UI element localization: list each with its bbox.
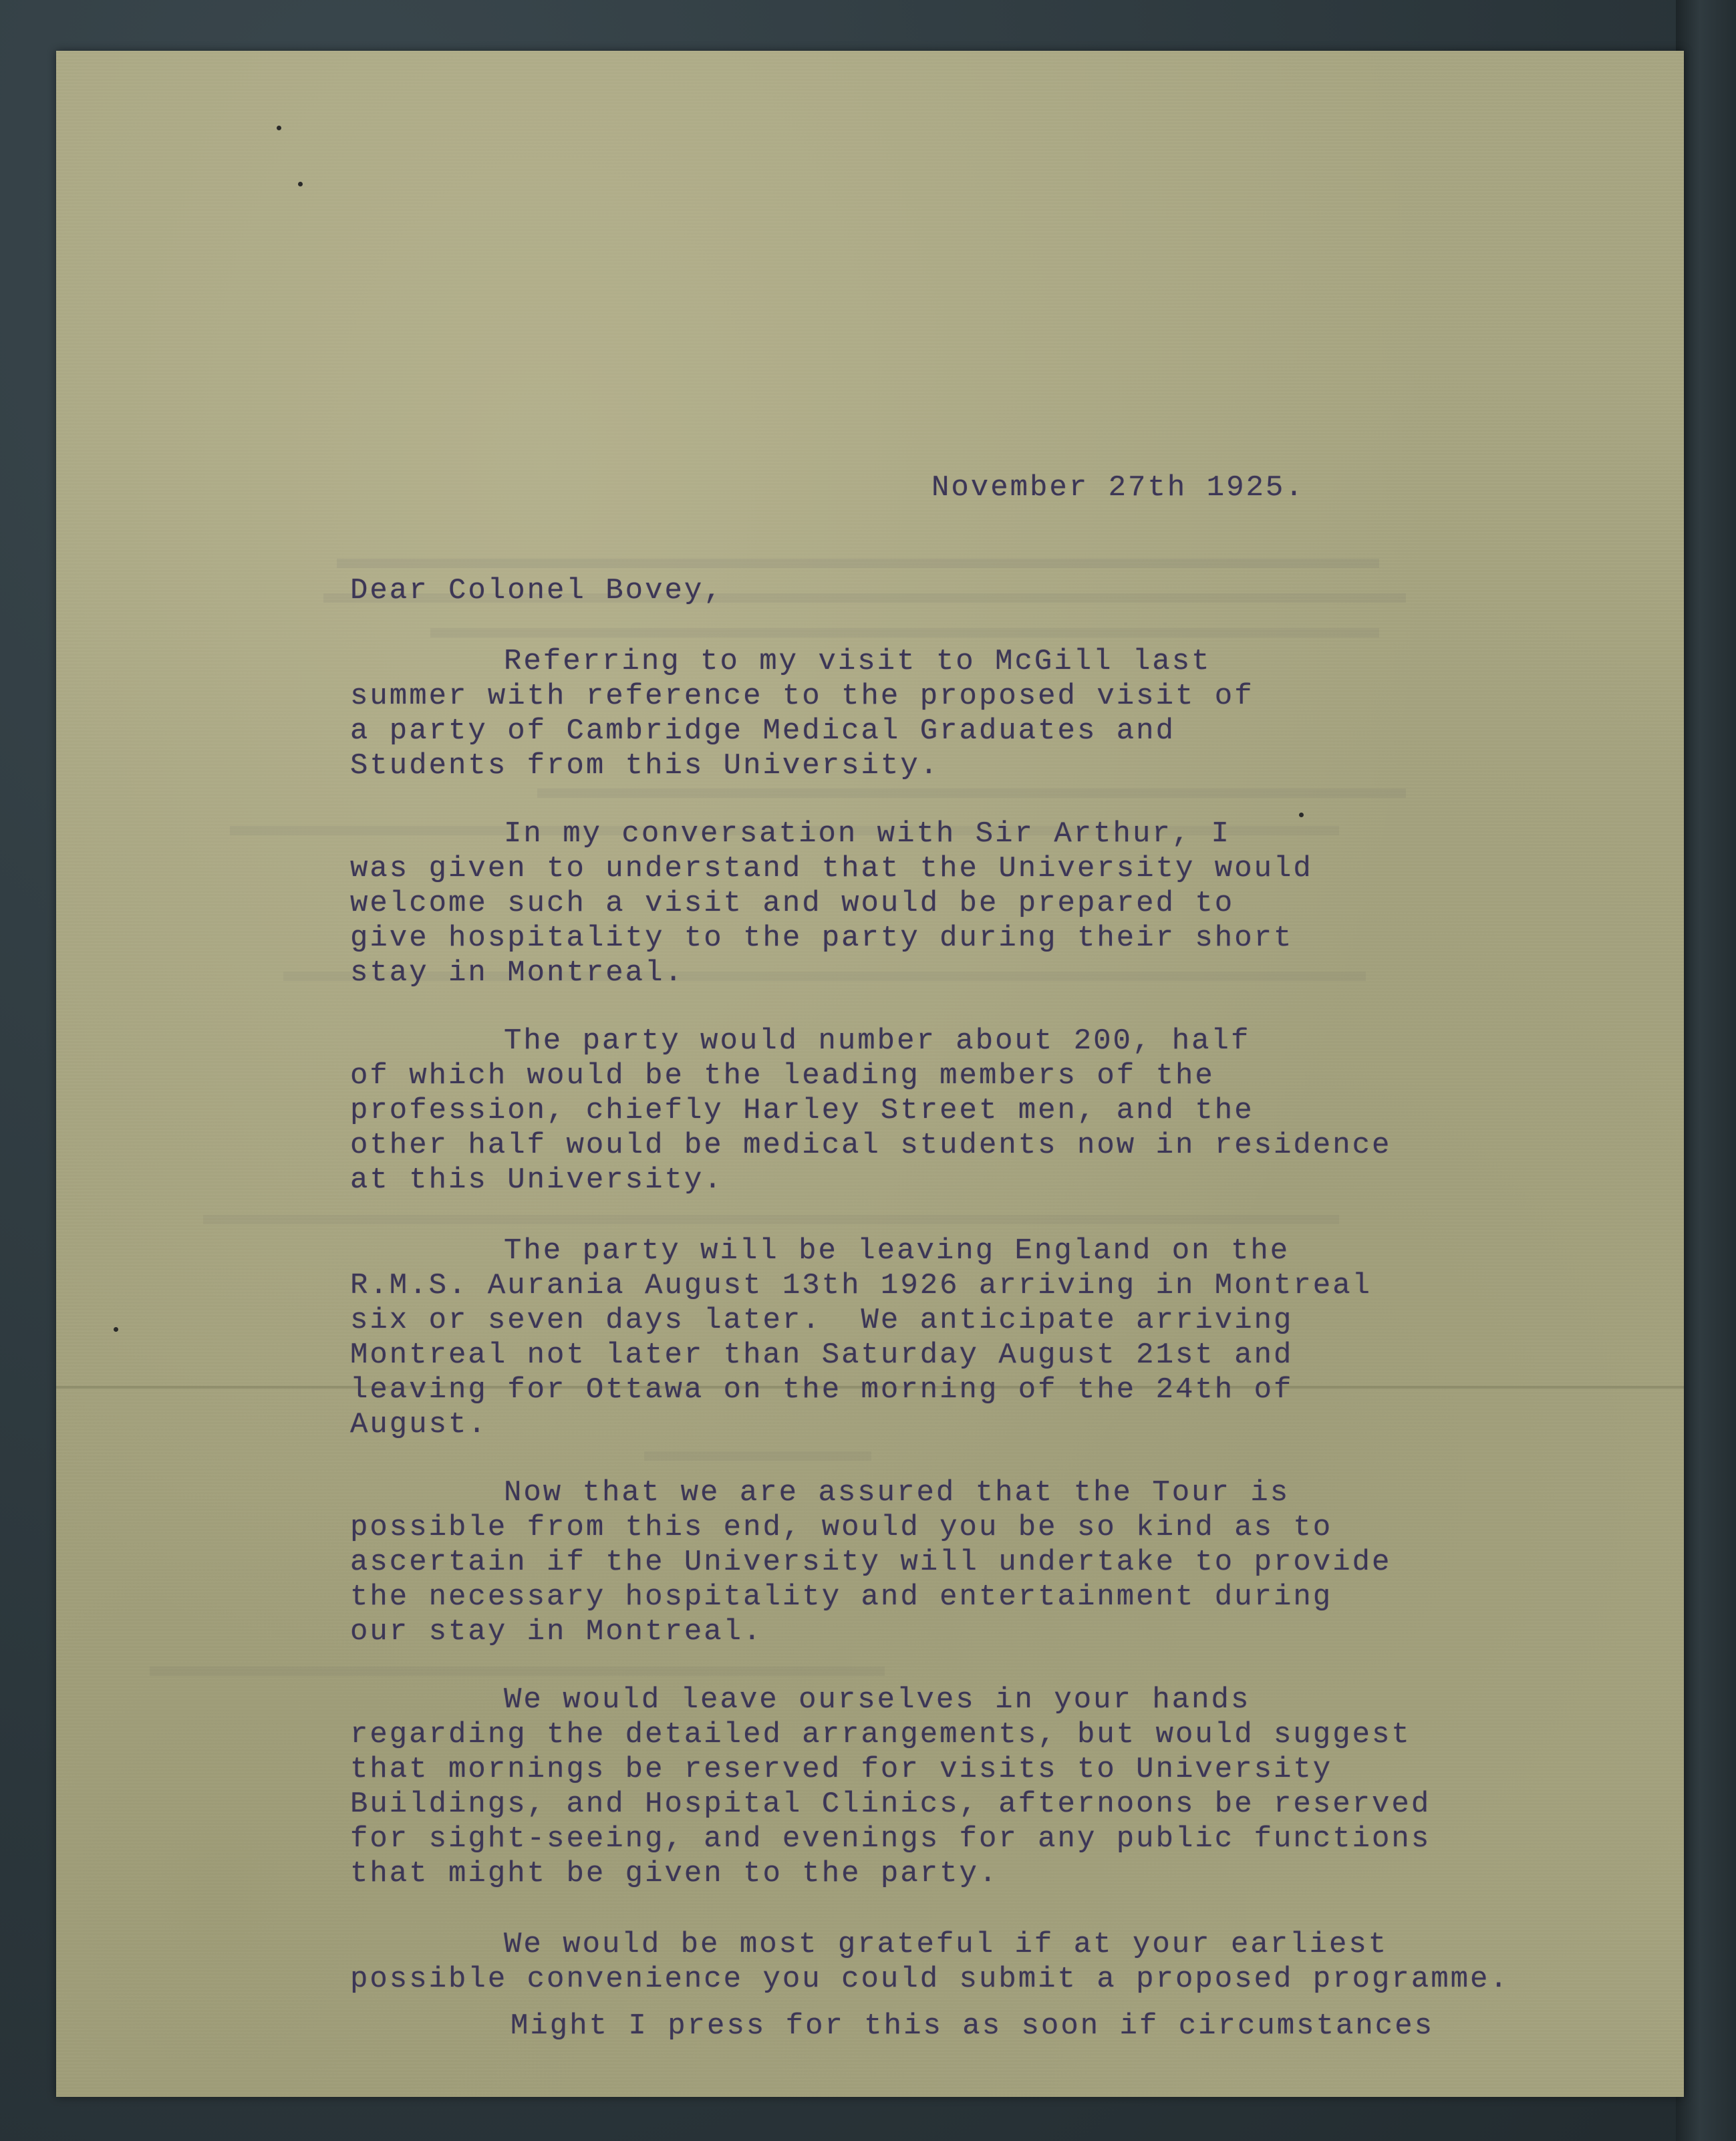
- scan-edge-shadow: [1676, 0, 1736, 2141]
- paragraph-line: give hospitality to the party during their short: [350, 921, 1294, 955]
- paragraph-line: possible convenience you could submit a proposed programme.: [350, 1963, 1509, 1996]
- paragraph-line: R.M.S. Aurania August 13th 1926 arriving in Montreal: [350, 1269, 1372, 1302]
- paragraph-line: the necessary hospitality and entertainment during: [350, 1580, 1333, 1614]
- paragraph-line: We would leave ourselves in your hands: [504, 1683, 1251, 1717]
- letter-salutation: Dear Colonel Bovey,: [350, 574, 724, 607]
- paper-speck: [1299, 813, 1304, 817]
- paragraph-line: Referring to my visit to McGill last: [504, 645, 1211, 678]
- paragraph-line: summer with reference to the proposed visit of: [350, 680, 1254, 713]
- paragraph-line: Now that we are assured that the Tour is: [504, 1476, 1290, 1510]
- paragraph-line: of which would be the leading members of the: [350, 1059, 1215, 1093]
- paragraph-line: that mornings be reserved for visits to University: [350, 1753, 1333, 1786]
- paragraph-line: a party of Cambridge Medical Graduates and: [350, 714, 1175, 748]
- paragraph-line: leaving for Ottawa on the morning of the 24th of: [350, 1373, 1294, 1407]
- paragraph-line: The party will be leaving England on the: [504, 1234, 1290, 1268]
- paragraph-line: our stay in Montreal.: [350, 1615, 763, 1649]
- paragraph-line: profession, chiefly Harley Street men, and the: [350, 1094, 1254, 1127]
- paper-speck: [277, 126, 281, 130]
- paper-speck: [298, 182, 303, 186]
- paragraph-line: was given to understand that the University would: [350, 852, 1313, 885]
- paragraph-line: stay in Montreal.: [350, 956, 684, 990]
- paragraph-line: six or seven days later. We anticipate arriving: [350, 1304, 1294, 1337]
- paragraph-line: that might be given to the party.: [350, 1857, 999, 1890]
- paragraph-line: Might I press for this as soon if circumstances: [511, 2009, 1435, 2043]
- paragraph-line: regarding the detailed arrangements, but would suggest: [350, 1718, 1411, 1751]
- paragraph-line: The party would number about 200, half: [504, 1024, 1251, 1058]
- paragraph-line: for sight-seeing, and evenings for any public functions: [350, 1822, 1431, 1856]
- paragraph-line: Buildings, and Hospital Clinics, afternoons be reserved: [350, 1788, 1431, 1821]
- paragraph-line: In my conversation with Sir Arthur, I: [504, 817, 1231, 851]
- paragraph-line: at this University.: [350, 1163, 724, 1197]
- paragraph-line: Montreal not later than Saturday August 21st and: [350, 1338, 1294, 1372]
- paragraph-line: August.: [350, 1408, 488, 1441]
- paper-speck: [114, 1327, 118, 1332]
- paragraph-line: Students from this University.: [350, 749, 940, 782]
- paragraph-line: welcome such a visit and would be prepared to: [350, 887, 1235, 920]
- paragraph-line: other half would be medical students now in residence: [350, 1129, 1392, 1162]
- paragraph-line: ascertain if the University will undertake to provide: [350, 1546, 1392, 1579]
- letter-page: [56, 51, 1684, 2097]
- paragraph-line: possible from this end, would you be so kind as to: [350, 1511, 1333, 1544]
- letter-date: November 27th 1925.: [931, 471, 1305, 505]
- paragraph-line: We would be most grateful if at your earliest: [504, 1928, 1389, 1961]
